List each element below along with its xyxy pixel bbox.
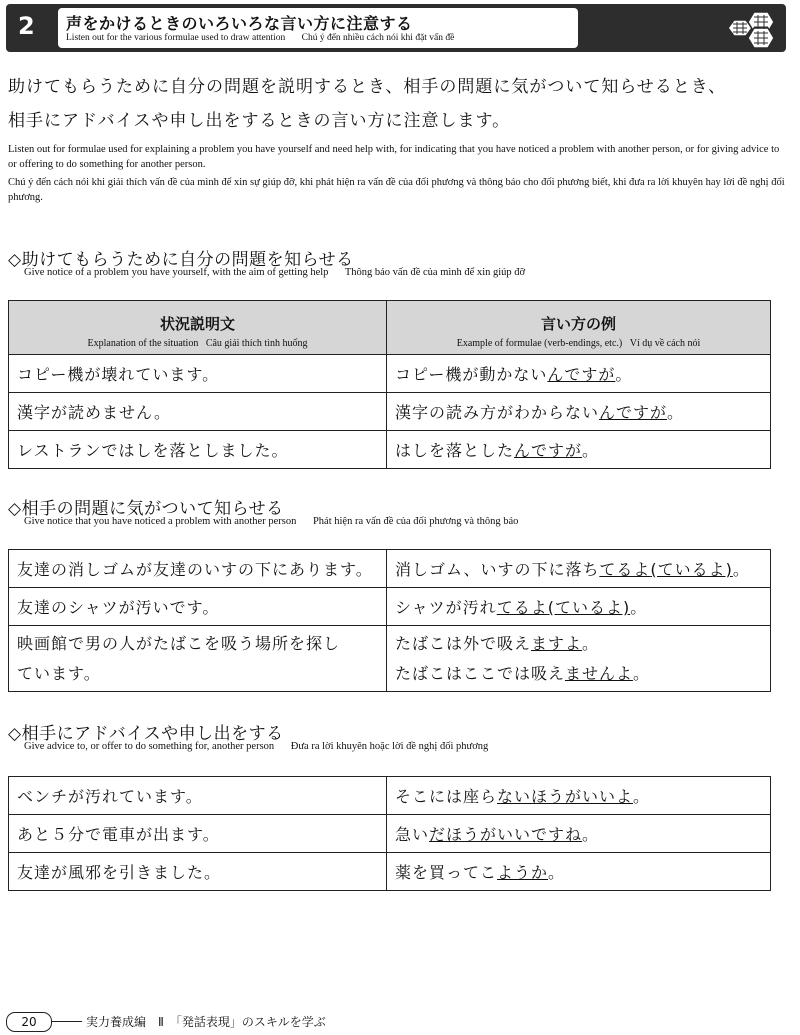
- example-cell: コピー機が動かないんですが。: [387, 355, 771, 393]
- section-number: 2: [18, 12, 35, 40]
- example-cell: シャツが汚れてるよ(ているよ)。: [387, 588, 771, 626]
- section1-subheading: [24, 267, 539, 278]
- section-header-bar: [6, 4, 786, 52]
- example-cell: そこには座らないほうがいいよ。: [387, 777, 771, 815]
- section-title-en: Listen out for the various formulae used to draw attention: [66, 33, 286, 43]
- example-cell: 漢字の読み方がわからないんですが。: [387, 393, 771, 431]
- formula-underline: ようか: [497, 863, 549, 882]
- section3-sub-en: Give advice to, or offer to do something for, another person: [24, 741, 275, 752]
- page-number: 20: [6, 1012, 52, 1032]
- table-row: [9, 853, 771, 891]
- knot-emblem-icon: [724, 6, 780, 50]
- example-cell: はしを落としたんですが。: [387, 431, 771, 469]
- situation-cell: 友達のシャツが汚いです。: [9, 588, 387, 626]
- formula-underline: だほうがいいですね: [429, 825, 583, 844]
- formula-underline: てるよ: [599, 560, 651, 579]
- formula-underline: ますよ: [531, 633, 583, 653]
- situation-cell: あと５分で電車が出ます。: [9, 815, 387, 853]
- table-row: [9, 815, 771, 853]
- table-row: [9, 355, 771, 393]
- col-example-vi: Ví dụ về cách nói: [629, 337, 701, 349]
- formula-underline: てるよ: [496, 598, 548, 617]
- example-cell: 急いだほうがいいですね。: [387, 815, 771, 853]
- section1-sub-vi: Thông báo vấn đề của mình để xin giúp đỡ: [344, 267, 526, 278]
- section3-heading: ◇相手にアドバイスや申し出をする: [8, 724, 284, 744]
- section3-table: [8, 776, 771, 891]
- example-cell: たばこは外で吸えますよ。 たばこはここでは吸えませんよ。: [387, 626, 771, 692]
- section1-heading: ◇助けてもらうために自分の問題を知らせる: [8, 250, 354, 270]
- example-cell: 消しゴム、いすの下に落ちてるよ(ているよ)。: [387, 550, 771, 588]
- section2-table: [8, 549, 771, 692]
- formula-paren-underline: (ているよ): [547, 598, 631, 617]
- section-title-jp: 声をかけるときのいろいろな言い方に注意する: [66, 14, 413, 33]
- intro-vi: Chú ý đến cách nói khi giải thích vấn đề của mình để xin sự giúp đỡ, khi phát hiện ra vấn đề của đối phương và thông báo cho đối phương biết, khi đưa ra lời khuyên hay lời đề nghị đối phương.: [8, 177, 785, 203]
- col-example-en: Example of formulae (verb-endings, etc.): [456, 337, 623, 349]
- situation-cell: 友達が風邪を引きました。: [9, 853, 387, 891]
- table-row: [9, 550, 771, 588]
- intro-jp-line2: 相手にアドバイスや申し出をするときの言い方に注意します。: [8, 111, 511, 131]
- section2-sub-en: Give notice that you have noticed a problem with another person: [24, 516, 297, 527]
- footer-text: 実力養成編 Ⅱ 「発話表現」のスキルを学ぶ: [86, 1015, 326, 1029]
- table-row: [9, 431, 771, 469]
- table-row: [9, 777, 771, 815]
- section3-subheading: [24, 741, 502, 752]
- section1-table: [8, 300, 771, 469]
- title-box: [58, 8, 578, 48]
- intro-en: Listen out for formulae used for explaining a problem you have yourself and need help with, for indicating that you have noticed a problem with another person, or for giving advice to or offering to do something for another person.: [8, 144, 780, 170]
- col-situation-jp: 状況説明文: [159, 314, 235, 333]
- table-header-row: [9, 301, 771, 355]
- section2-sub-vi: Phát hiện ra vấn đề của đối phương và thông báo: [312, 516, 519, 527]
- col-example-header: [387, 301, 771, 355]
- table-row: [9, 626, 771, 692]
- formula-paren-underline: (ているよ): [650, 560, 733, 579]
- situation-cell: 友達の消しゴムが友達のいすの下にあります。: [9, 550, 387, 588]
- col-situation-vi: Câu giải thích tình huống: [205, 337, 308, 349]
- formula-underline: んですが: [599, 403, 668, 422]
- table-row: [9, 588, 771, 626]
- section-title-vi: Chú ý đến nhiều cách nói khi đặt vấn đề: [301, 33, 455, 43]
- situation-cell: 映画館で男の人がたばこを吸う場所を探し ています。: [9, 626, 387, 692]
- situation-cell: コピー機が壊れています。: [9, 355, 387, 393]
- intro-jp: [8, 70, 788, 138]
- formula-underline: んですが: [514, 441, 583, 460]
- footer-divider: [52, 1021, 82, 1022]
- col-situation-header: [9, 301, 387, 355]
- situation-cell: ベンチが汚れています。: [9, 777, 387, 815]
- section2-subheading: [24, 516, 532, 527]
- table-row: [9, 393, 771, 431]
- section-title-sub: [66, 33, 468, 43]
- example-cell: 薬を買ってこようか。: [387, 853, 771, 891]
- situation-cell: 漢字が読めません。: [9, 393, 387, 431]
- intro-jp-line1: 助けてもらうために自分の問題を説明するとき、相手の問題に気がついて知らせるとき、: [8, 77, 727, 97]
- formula-underline: ないほうがいいよ: [497, 787, 634, 806]
- page-footer: [6, 1010, 786, 1032]
- formula-underline: ませんよ: [565, 663, 634, 683]
- formula-underline: んですが: [547, 365, 616, 384]
- section2-heading: ◇相手の問題に気がついて知らせる: [8, 499, 284, 519]
- situation-cell: レストランではしを落としました。: [9, 431, 387, 469]
- col-example-jp: 言い方の例: [540, 314, 616, 333]
- col-situation-en: Explanation of the situation: [87, 337, 199, 349]
- section1-sub-en: Give notice of a problem you have yourself, with the aim of getting help: [24, 267, 329, 278]
- section3-sub-vi: Đưa ra lời khuyên hoặc lời đề nghị đối phương: [290, 741, 489, 752]
